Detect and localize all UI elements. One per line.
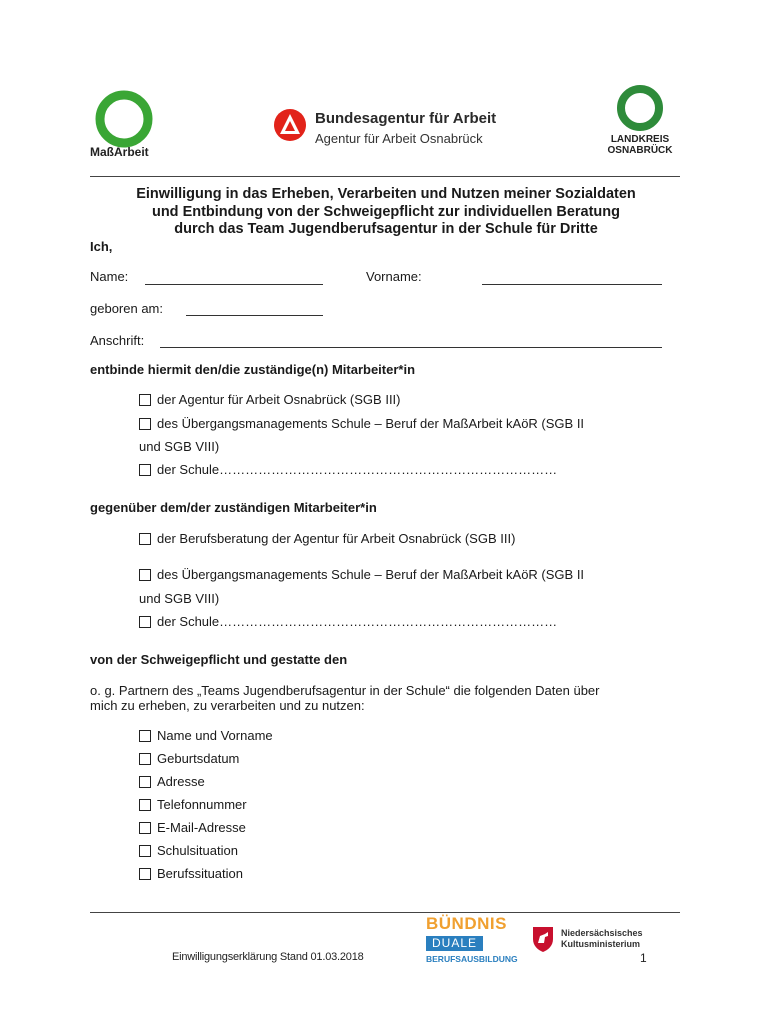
s1-option-agentur-label: der Agentur für Arbeit Osnabrück (SGB III): [157, 392, 401, 407]
data-item-label: Telefonnummer: [157, 797, 247, 812]
vorname-label: Vorname:: [366, 269, 422, 284]
s2-option-uebergang[interactable]: [139, 567, 584, 583]
s2-option-berufsberatung[interactable]: [139, 531, 515, 547]
data-item-label: Geburtsdatum: [157, 751, 240, 766]
header-rule: [90, 176, 680, 177]
nds-line2: Kultusministerium: [561, 939, 641, 949]
birthdate-field[interactable]: [186, 315, 323, 316]
section3-heading: von der Schweigepflicht und gestatte den: [90, 652, 348, 667]
landkreis-line1: LANDKREIS: [610, 134, 670, 145]
footer-stand: Einwilligungserklärung Stand 01.03.2018: [172, 951, 364, 963]
data-checkbox-school[interactable]: [139, 845, 151, 857]
data-checkbox-email[interactable]: [139, 822, 151, 834]
buendnis-line1: BÜNDNIS: [426, 914, 507, 933]
nds-line1: Niedersächsisches: [561, 928, 643, 938]
data-item-birthdate[interactable]: [139, 751, 239, 767]
s2-option-schule-label: der Schule……………………………………………………………………: [157, 614, 558, 629]
data-item-email[interactable]: [139, 820, 246, 836]
s2-option-schule[interactable]: [139, 614, 557, 630]
title-line-2: und Entbindung von der Schweigepflicht zur individuellen Beratung: [151, 203, 621, 220]
data-item-address[interactable]: [139, 774, 205, 790]
data-item-career[interactable]: [139, 866, 243, 882]
s1-option-schule[interactable]: [139, 462, 557, 478]
vorname-field[interactable]: [482, 284, 662, 285]
s1-option-schule-label: der Schule……………………………………………………………………: [157, 462, 558, 477]
section3-paragraph-line1: o. g. Partnern des „Teams Jugendberufsagentur in der Schule“ die folgenden Daten über: [90, 683, 600, 698]
ba-subtitle: Agentur für Arbeit Osnabrück: [315, 131, 483, 146]
nds-horse-shield-icon: [531, 925, 555, 953]
data-item-label: Berufssituation: [157, 866, 243, 881]
data-item-label: Adresse: [157, 774, 205, 789]
s1-option-uebergang[interactable]: [139, 416, 584, 432]
s2-checkbox-berufsberatung[interactable]: [139, 533, 151, 545]
data-item-label: E-Mail-Adresse: [157, 820, 246, 835]
data-item-name[interactable]: [139, 728, 273, 744]
data-item-label: Name und Vorname: [157, 728, 273, 743]
s1-option-uebergang-label: des Übergangsmanagements Schule – Beruf der MaßArbeit kAöR (SGB II: [157, 416, 585, 431]
data-checkbox-phone[interactable]: [139, 799, 151, 811]
landkreis-ring-icon: [598, 84, 682, 132]
data-checkbox-address[interactable]: [139, 776, 151, 788]
s2-checkbox-schule[interactable]: [139, 616, 151, 628]
ich-label: Ich,: [90, 239, 113, 254]
section1-heading: entbinde hiermit den/die zuständige(n) Mitarbeiter*in: [90, 362, 416, 377]
landkreis-logo: [598, 84, 682, 162]
section3-paragraph-line2: mich zu erheben, zu verarbeiten und zu nutzen:: [90, 698, 365, 713]
s2-checkbox-uebergang[interactable]: [139, 569, 151, 581]
page-number: 1: [640, 951, 647, 965]
data-checkbox-name[interactable]: [139, 730, 151, 742]
geboren-label: geboren am:: [90, 301, 163, 316]
s2-option-berufsberatung-label: der Berufsberatung der Agentur für Arbeit Osnabrück (SGB III): [157, 531, 516, 546]
title-line-1: Einwilligung in das Erheben, Verarbeiten und Nutzen meiner Sozialdaten: [136, 186, 636, 202]
document-title: [86, 186, 686, 239]
data-item-school[interactable]: [139, 843, 238, 859]
s1-checkbox-uebergang[interactable]: [139, 418, 151, 430]
title-line-3: durch das Team Jugendberufsagentur in der Schule für Dritte: [174, 221, 598, 237]
s1-checkbox-schule[interactable]: [139, 464, 151, 476]
footer-rule: [90, 912, 680, 913]
section2-heading: gegenüber dem/der zuständigen Mitarbeiter*in: [90, 500, 377, 515]
ba-logo: [273, 106, 513, 156]
data-item-phone[interactable]: [139, 797, 247, 813]
s2-option-uebergang-cont: und SGB VIII): [139, 591, 220, 606]
buendnis-line2: DUALE: [426, 936, 483, 951]
s1-checkbox-agentur[interactable]: [139, 394, 151, 406]
data-checkbox-career[interactable]: [139, 868, 151, 880]
massarbeit-ring-icon: [84, 90, 164, 148]
landkreis-line2: OSNABRÜCK: [607, 145, 673, 156]
ba-emblem-icon: [273, 108, 307, 142]
buendnis-logo: [424, 914, 524, 966]
buendnis-line3: BERUFSAUSBILDUNG: [426, 954, 518, 964]
s2-option-uebergang-label: des Übergangsmanagements Schule – Beruf der MaßArbeit kAöR (SGB II: [157, 567, 585, 582]
ba-name: Bundesagentur für Arbeit: [315, 110, 497, 127]
massarbeit-label: MaßArbeit: [90, 145, 149, 159]
massarbeit-logo: [84, 90, 164, 162]
name-label: Name:: [90, 269, 129, 284]
data-item-label: Schulsituation: [157, 843, 238, 858]
s1-option-uebergang-cont: und SGB VIII): [139, 439, 220, 454]
s1-option-agentur[interactable]: [139, 392, 401, 408]
anschrift-label: Anschrift:: [90, 333, 145, 348]
data-checkbox-birthdate[interactable]: [139, 753, 151, 765]
address-field[interactable]: [160, 347, 662, 348]
name-field[interactable]: [145, 284, 323, 285]
